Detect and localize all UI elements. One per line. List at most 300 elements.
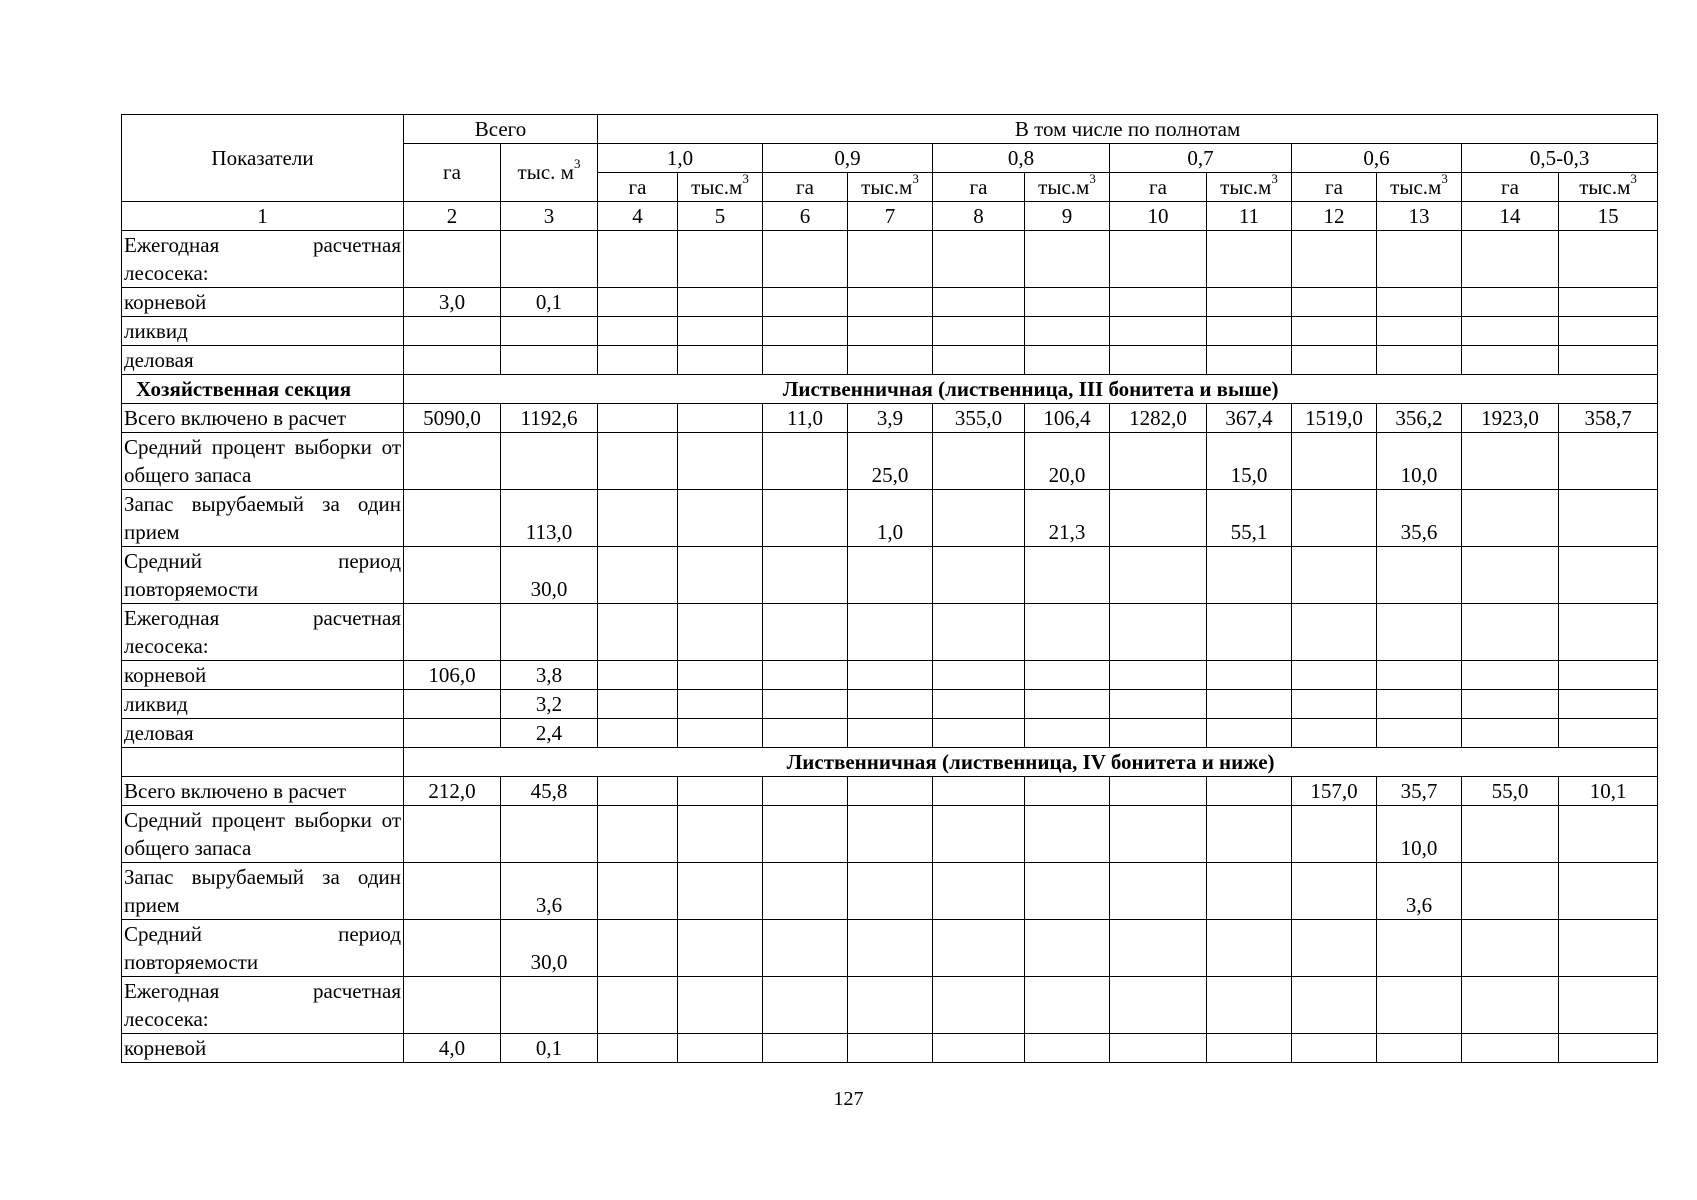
- table-cell: [763, 604, 848, 661]
- table-cell: [598, 317, 678, 346]
- table-cell: [1377, 288, 1462, 317]
- table-cell: [933, 920, 1025, 977]
- table-row: [122, 433, 1658, 490]
- table-cell: [1377, 547, 1462, 604]
- table-cell: [501, 346, 598, 375]
- table-cell: [1207, 1034, 1292, 1063]
- table-cell: [1292, 288, 1377, 317]
- table-cell: [1377, 317, 1462, 346]
- table-cell: 106,4: [1025, 404, 1110, 433]
- table-cell: [1110, 661, 1207, 690]
- header-density: 1,0: [598, 144, 763, 173]
- column-number: 7: [848, 202, 933, 231]
- section-row: [122, 375, 1658, 404]
- table-row: [122, 1034, 1658, 1063]
- table-cell: [1207, 231, 1292, 288]
- table-cell: 3,2: [501, 690, 598, 719]
- table-cell: [678, 977, 763, 1034]
- header-density: 0,6: [1292, 144, 1462, 173]
- header-unit-ha: га: [763, 173, 848, 202]
- table-row: [122, 806, 1658, 863]
- table-cell: [1292, 231, 1377, 288]
- table-cell: [598, 690, 678, 719]
- table-cell: [1377, 604, 1462, 661]
- row-label: Средний процент выборки от общего запаса: [122, 433, 404, 490]
- table-cell: [1462, 920, 1559, 977]
- table-cell: [598, 920, 678, 977]
- table-cell: [1110, 719, 1207, 748]
- header-unit-ha: га: [933, 173, 1025, 202]
- table-cell: 113,0: [501, 490, 598, 547]
- table-cell: [1292, 490, 1377, 547]
- table-cell: [598, 806, 678, 863]
- table-cell: [1559, 977, 1658, 1034]
- table-cell: [1377, 346, 1462, 375]
- table-cell: [848, 346, 933, 375]
- table-cell: [1462, 231, 1559, 288]
- row-label: Всего включено в расчет: [122, 777, 404, 806]
- column-number: 15: [1559, 202, 1658, 231]
- table-cell: [1292, 317, 1377, 346]
- section-label-empty: [122, 748, 404, 777]
- table-cell: [933, 288, 1025, 317]
- table-cell: [1462, 317, 1559, 346]
- row-label: деловая: [122, 719, 404, 748]
- table-cell: [848, 231, 933, 288]
- table-cell: [1207, 288, 1292, 317]
- table-cell: [1292, 433, 1377, 490]
- table-cell: [404, 690, 501, 719]
- table-cell: 367,4: [1207, 404, 1292, 433]
- table-cell: [678, 806, 763, 863]
- table-cell: [1025, 719, 1110, 748]
- row-label: Запас вырубаемый за один прием: [122, 490, 404, 547]
- table-cell: [598, 604, 678, 661]
- table-cell: [933, 346, 1025, 375]
- header-unit-volume: $тыс.м^3$: [678, 173, 763, 202]
- table-cell: [1377, 920, 1462, 977]
- table-cell: [763, 547, 848, 604]
- table-cell: [763, 661, 848, 690]
- table-cell: [1462, 977, 1559, 1034]
- table-cell: [1207, 317, 1292, 346]
- table-cell: [933, 1034, 1025, 1063]
- table-cell: [1377, 231, 1462, 288]
- column-number: 3: [501, 202, 598, 231]
- table-cell: [1377, 719, 1462, 748]
- table-cell: [848, 977, 933, 1034]
- table-cell: [1559, 604, 1658, 661]
- table-cell: [1559, 346, 1658, 375]
- table-row: [122, 863, 1658, 920]
- table-cell: [1462, 690, 1559, 719]
- section-row: [122, 748, 1658, 777]
- table-cell: [763, 317, 848, 346]
- table-cell: [678, 547, 763, 604]
- table-cell: [1025, 288, 1110, 317]
- table-cell: [933, 317, 1025, 346]
- table-cell: 55,0: [1462, 777, 1559, 806]
- table-cell: [1559, 490, 1658, 547]
- table-cell: [1110, 920, 1207, 977]
- row-label: Ежегодная расчетная лесосека:: [122, 604, 404, 661]
- table-cell: [1110, 604, 1207, 661]
- table-cell: [1207, 547, 1292, 604]
- table-row: [122, 777, 1658, 806]
- table-cell: [1462, 806, 1559, 863]
- table-cell: [933, 690, 1025, 719]
- table-cell: [1462, 490, 1559, 547]
- table-cell: [1292, 806, 1377, 863]
- table-cell: [1462, 288, 1559, 317]
- table-cell: [1377, 977, 1462, 1034]
- row-label: Средний период повторяемости: [122, 547, 404, 604]
- row-label: ликвид: [122, 690, 404, 719]
- table-cell: [1110, 490, 1207, 547]
- table-cell: [1559, 863, 1658, 920]
- table-cell: [933, 661, 1025, 690]
- column-number: 14: [1462, 202, 1559, 231]
- table-cell: [1025, 690, 1110, 719]
- header-by-density: В том числе по полнотам: [598, 115, 1658, 144]
- table-row: [122, 547, 1658, 604]
- table-cell: 10,0: [1377, 806, 1462, 863]
- table-cell: [1025, 604, 1110, 661]
- table-cell: [1462, 863, 1559, 920]
- table-cell: [1559, 231, 1658, 288]
- table-cell: [1559, 547, 1658, 604]
- table-cell: [763, 346, 848, 375]
- table-cell: 30,0: [501, 547, 598, 604]
- table-cell: [404, 806, 501, 863]
- table-cell: [763, 288, 848, 317]
- table-cell: [678, 863, 763, 920]
- header-density: 0,5-0,3: [1462, 144, 1658, 173]
- column-number: 1: [122, 202, 404, 231]
- table-row: [122, 490, 1658, 547]
- table-cell: [1207, 346, 1292, 375]
- table-cell: [678, 288, 763, 317]
- table-cell: [501, 433, 598, 490]
- table-cell: [404, 920, 501, 977]
- header-unit-volume: $тыс.м^3$: [1207, 173, 1292, 202]
- table-cell: [763, 231, 848, 288]
- table-row: [122, 920, 1658, 977]
- table-cell: [404, 977, 501, 1034]
- table-cell: [678, 661, 763, 690]
- table-cell: [933, 231, 1025, 288]
- table-row: [122, 977, 1658, 1034]
- table-cell: [1110, 346, 1207, 375]
- row-label: Средний процент выборки от общего запаса: [122, 806, 404, 863]
- table-cell: [1559, 1034, 1658, 1063]
- table-cell: [1292, 690, 1377, 719]
- table-cell: [598, 777, 678, 806]
- header-unit-volume: $тыс.м^3$: [1559, 173, 1658, 202]
- header-unit-volume: $тыс.м^3$: [1025, 173, 1110, 202]
- header-unit-volume: $тыс.м^3$: [848, 173, 933, 202]
- header-density: 0,9: [763, 144, 933, 173]
- table-cell: 2,4: [501, 719, 598, 748]
- table-cell: [1207, 806, 1292, 863]
- table-cell: [501, 317, 598, 346]
- table-cell: [501, 977, 598, 1034]
- header-unit-volume: $тыс.м^3$: [1377, 173, 1462, 202]
- table-cell: [678, 404, 763, 433]
- table-cell: [1110, 231, 1207, 288]
- header-total-ha: га: [404, 144, 501, 202]
- table-cell: [1025, 1034, 1110, 1063]
- table-cell: [404, 719, 501, 748]
- table-cell: [1559, 661, 1658, 690]
- table-cell: [1207, 661, 1292, 690]
- table-cell: 3,8: [501, 661, 598, 690]
- table-cell: [1292, 863, 1377, 920]
- table-cell: 10,0: [1377, 433, 1462, 490]
- table-cell: 15,0: [1207, 433, 1292, 490]
- table-cell: [678, 231, 763, 288]
- table-cell: [598, 490, 678, 547]
- table-cell: [933, 604, 1025, 661]
- table-cell: [678, 920, 763, 977]
- table-cell: 3,6: [501, 863, 598, 920]
- table-cell: [848, 690, 933, 719]
- table-cell: [1292, 977, 1377, 1034]
- table-cell: [1110, 288, 1207, 317]
- cutting-area-table: [121, 114, 1658, 1063]
- table-cell: 3,9: [848, 404, 933, 433]
- table-cell: 1282,0: [1110, 404, 1207, 433]
- table-cell: [1025, 863, 1110, 920]
- table-cell: [1462, 604, 1559, 661]
- row-label: корневой: [122, 661, 404, 690]
- table-cell: [1025, 547, 1110, 604]
- table-cell: [598, 404, 678, 433]
- table-cell: [763, 719, 848, 748]
- row-label: Ежегодная расчетная лесосека:: [122, 231, 404, 288]
- table-cell: 0,1: [501, 288, 598, 317]
- column-number-row: [122, 202, 1658, 231]
- table-cell: [404, 317, 501, 346]
- table-cell: [1025, 920, 1110, 977]
- table-cell: [1559, 317, 1658, 346]
- table-cell: [1292, 719, 1377, 748]
- column-number: 9: [1025, 202, 1110, 231]
- table-cell: 4,0: [404, 1034, 501, 1063]
- table-cell: [1207, 719, 1292, 748]
- table-cell: [1025, 346, 1110, 375]
- table-cell: [678, 317, 763, 346]
- table-cell: [1292, 604, 1377, 661]
- table-cell: [1207, 604, 1292, 661]
- table-cell: 35,6: [1377, 490, 1462, 547]
- table-cell: [598, 547, 678, 604]
- table-cell: 10,1: [1559, 777, 1658, 806]
- table-cell: [404, 231, 501, 288]
- table-cell: [1025, 806, 1110, 863]
- table-cell: 3,0: [404, 288, 501, 317]
- table-row: [122, 346, 1658, 375]
- table-row: [122, 404, 1658, 433]
- table-cell: [933, 490, 1025, 547]
- table-cell: [404, 433, 501, 490]
- header-unit-ha: га: [1292, 173, 1377, 202]
- column-number: 8: [933, 202, 1025, 231]
- table-cell: [404, 547, 501, 604]
- table-row: [122, 661, 1658, 690]
- table-cell: [404, 604, 501, 661]
- table-cell: 1519,0: [1292, 404, 1377, 433]
- table-cell: 55,1: [1207, 490, 1292, 547]
- table-cell: 5090,0: [404, 404, 501, 433]
- table-cell: 45,8: [501, 777, 598, 806]
- row-label: Средний период повторяемости: [122, 920, 404, 977]
- table-cell: [1292, 661, 1377, 690]
- column-number: 12: [1292, 202, 1377, 231]
- table-cell: [933, 433, 1025, 490]
- table-cell: [1110, 806, 1207, 863]
- table-cell: [501, 806, 598, 863]
- table-cell: [598, 288, 678, 317]
- table-cell: [1025, 777, 1110, 806]
- table-cell: [933, 806, 1025, 863]
- table-cell: [848, 317, 933, 346]
- table-cell: 356,2: [1377, 404, 1462, 433]
- table-cell: 35,7: [1377, 777, 1462, 806]
- table-cell: [678, 1034, 763, 1063]
- table-cell: [598, 433, 678, 490]
- table-cell: [1025, 317, 1110, 346]
- forest-table-sheet: [121, 114, 1658, 1063]
- header-total: Всего: [404, 115, 598, 144]
- header-unit-ha: га: [1110, 173, 1207, 202]
- table-cell: [1110, 977, 1207, 1034]
- table-cell: [1025, 977, 1110, 1034]
- header-density: 0,7: [1110, 144, 1292, 173]
- table-cell: [848, 288, 933, 317]
- table-cell: [598, 863, 678, 920]
- table-cell: [404, 490, 501, 547]
- table-cell: 11,0: [763, 404, 848, 433]
- table-cell: 212,0: [404, 777, 501, 806]
- table-cell: [1207, 777, 1292, 806]
- table-cell: [848, 1034, 933, 1063]
- row-label: Ежегодная расчетная лесосека:: [122, 977, 404, 1034]
- column-number: 6: [763, 202, 848, 231]
- table-cell: [1462, 1034, 1559, 1063]
- table-cell: 21,3: [1025, 490, 1110, 547]
- table-cell: 30,0: [501, 920, 598, 977]
- page-number: 127: [833, 1088, 864, 1110]
- table-cell: [1110, 317, 1207, 346]
- row-label: Всего включено в расчет: [122, 404, 404, 433]
- table-cell: [1292, 1034, 1377, 1063]
- table-row: [122, 317, 1658, 346]
- table-cell: 1923,0: [1462, 404, 1559, 433]
- table-cell: [1559, 920, 1658, 977]
- table-cell: [1207, 690, 1292, 719]
- table-cell: [1207, 977, 1292, 1034]
- table-cell: [1462, 661, 1559, 690]
- table-cell: [763, 1034, 848, 1063]
- table-row: [122, 690, 1658, 719]
- header-density: 0,8: [933, 144, 1110, 173]
- table-cell: [1292, 547, 1377, 604]
- table-cell: [1377, 690, 1462, 719]
- column-number: 2: [404, 202, 501, 231]
- table-cell: [678, 490, 763, 547]
- section-title: Лиственничная (лиственница, III бонитета и выше): [404, 375, 1658, 404]
- table-cell: [1559, 690, 1658, 719]
- table-cell: [763, 977, 848, 1034]
- table-cell: [1377, 1034, 1462, 1063]
- table-cell: [848, 604, 933, 661]
- table-row: [122, 288, 1658, 317]
- table-cell: [848, 806, 933, 863]
- table-cell: [598, 231, 678, 288]
- column-number: 11: [1207, 202, 1292, 231]
- table-cell: [1462, 433, 1559, 490]
- table-cell: [848, 920, 933, 977]
- table-cell: 355,0: [933, 404, 1025, 433]
- table-cell: [678, 346, 763, 375]
- table-cell: [933, 777, 1025, 806]
- table-cell: [933, 547, 1025, 604]
- table-cell: [501, 231, 598, 288]
- row-label: ликвид: [122, 317, 404, 346]
- table-cell: [763, 690, 848, 719]
- table-cell: 1,0: [848, 490, 933, 547]
- table-cell: 0,1: [501, 1034, 598, 1063]
- table-cell: [933, 863, 1025, 920]
- table-cell: [598, 661, 678, 690]
- table-cell: [763, 490, 848, 547]
- table-cell: [678, 604, 763, 661]
- column-number: 10: [1110, 202, 1207, 231]
- table-cell: [1207, 863, 1292, 920]
- table-cell: [1462, 346, 1559, 375]
- table-cell: [1110, 433, 1207, 490]
- table-cell: [598, 1034, 678, 1063]
- table-cell: [1025, 661, 1110, 690]
- table-cell: [1559, 719, 1658, 748]
- table-cell: 358,7: [1559, 404, 1658, 433]
- header-unit-ha: га: [1462, 173, 1559, 202]
- table-cell: [1110, 690, 1207, 719]
- column-number: 13: [1377, 202, 1462, 231]
- table-cell: [763, 777, 848, 806]
- table-cell: [1377, 661, 1462, 690]
- table-row: [122, 719, 1658, 748]
- table-cell: [848, 661, 933, 690]
- table-cell: [763, 863, 848, 920]
- table-row: [122, 231, 1658, 288]
- table-cell: [1292, 920, 1377, 977]
- header-unit-ha: га: [598, 173, 678, 202]
- table-cell: [1559, 288, 1658, 317]
- table-cell: [933, 977, 1025, 1034]
- row-label: корневой: [122, 288, 404, 317]
- column-number: 5: [678, 202, 763, 231]
- table-cell: 3,6: [1377, 863, 1462, 920]
- table-row: [122, 604, 1658, 661]
- table-body: [122, 231, 1658, 1063]
- table-cell: [598, 719, 678, 748]
- table-cell: [1292, 346, 1377, 375]
- table-cell: [763, 806, 848, 863]
- table-cell: [1110, 547, 1207, 604]
- table-cell: [1110, 777, 1207, 806]
